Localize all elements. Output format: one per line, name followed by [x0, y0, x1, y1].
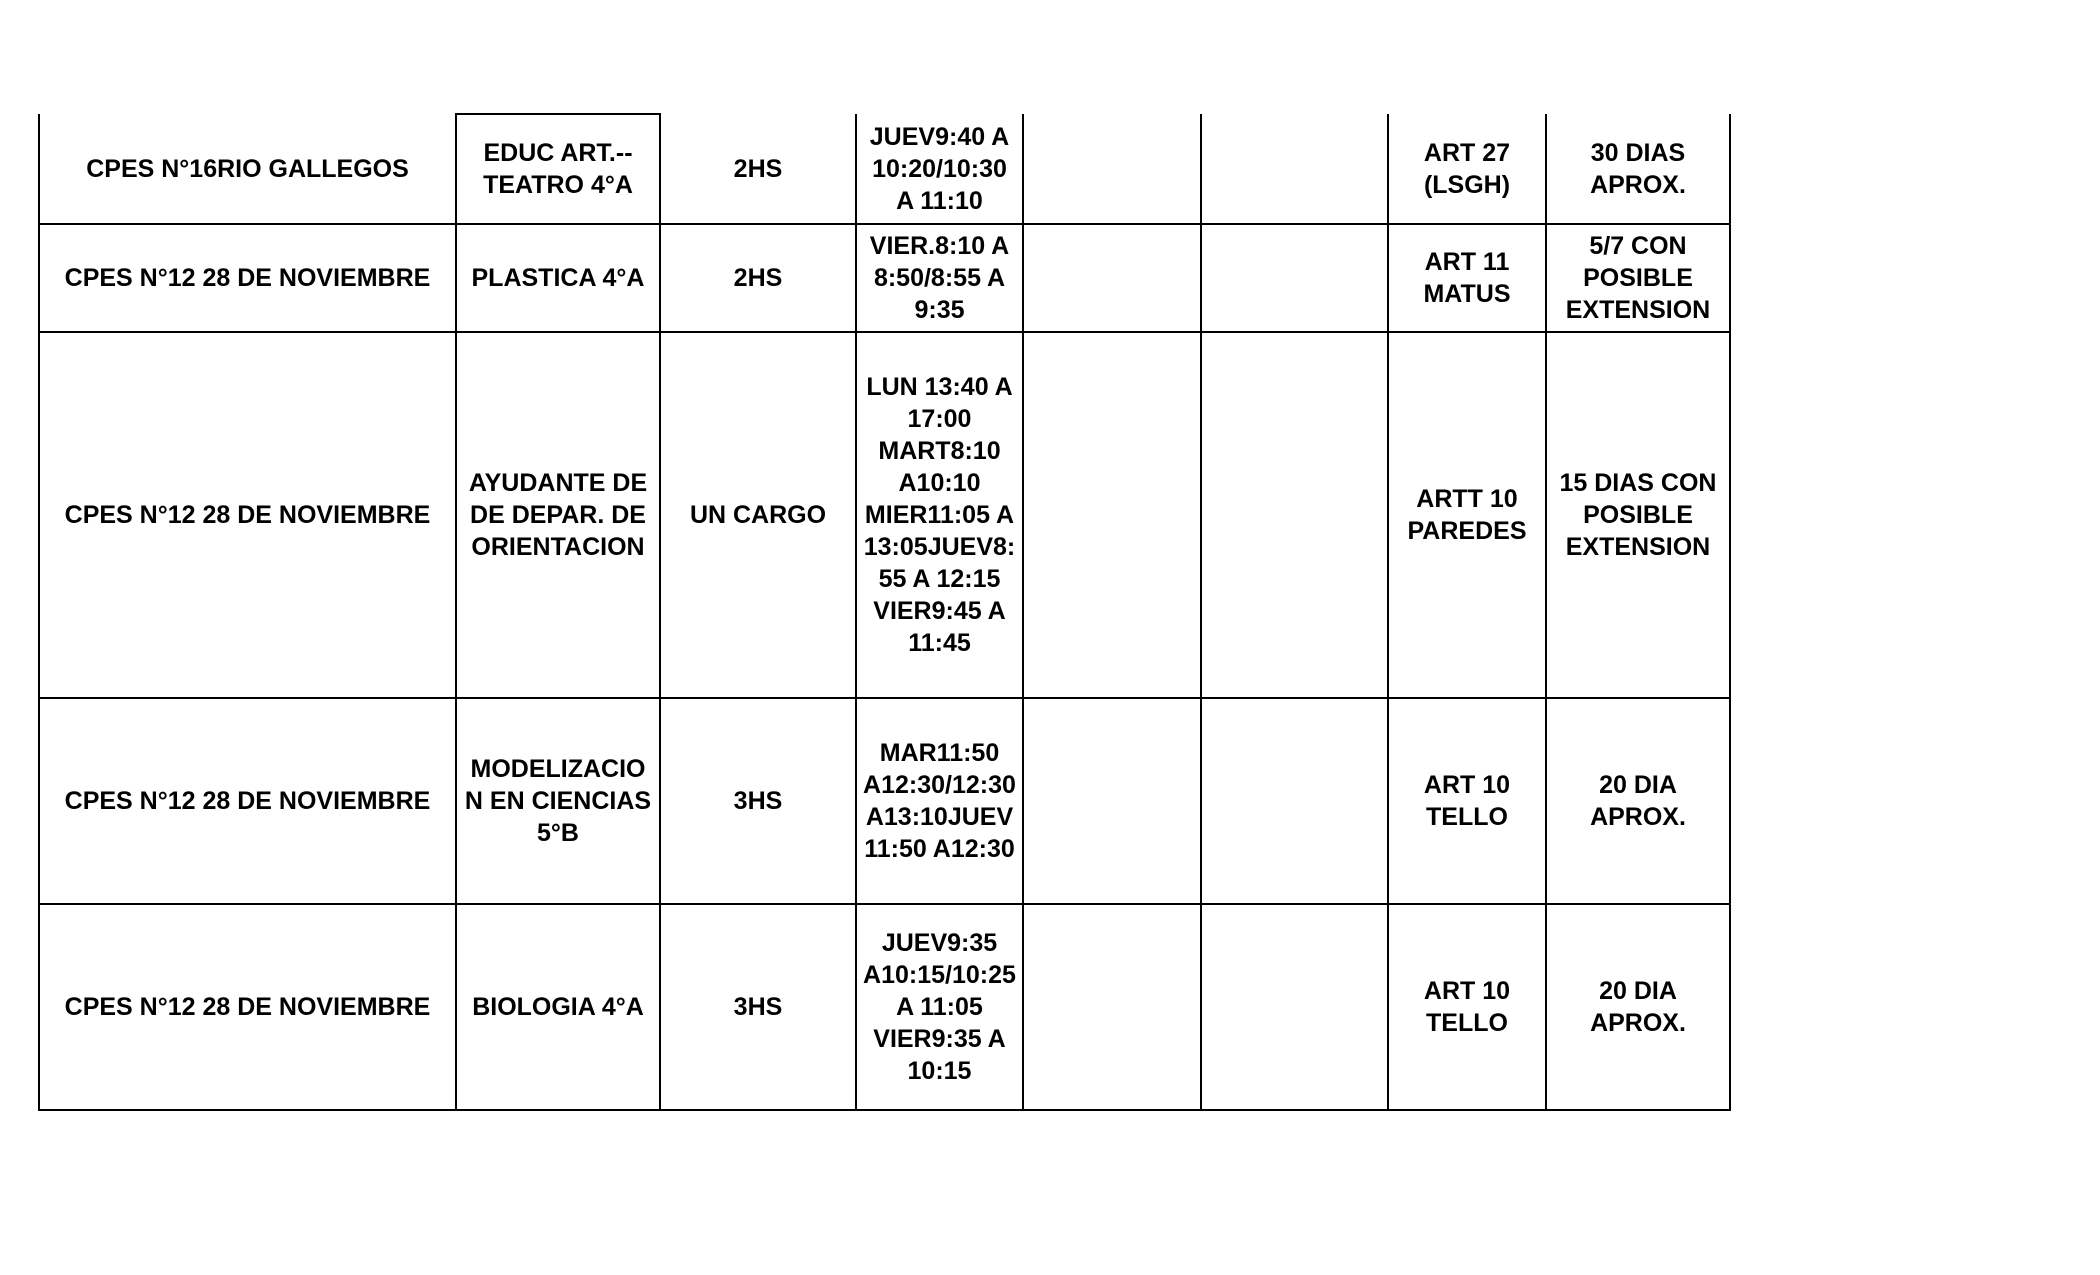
- table-row: [39, 904, 1730, 1110]
- article-cell: ART 27 (LSGH): [1388, 114, 1546, 224]
- subject-cell: PLASTICA 4°A: [456, 224, 660, 332]
- hours-cell: 2HS: [660, 224, 856, 332]
- school-cell: CPES N°16RIO GALLEGOS: [39, 114, 456, 224]
- empty-cell: [1201, 224, 1388, 332]
- schedule-cell: JUEV9:40 A 10:20/10:30 A 11:10: [856, 114, 1023, 224]
- hours-cell: UN CARGO: [660, 332, 856, 698]
- empty-cell: [1023, 698, 1201, 904]
- schedule-cell: MAR11:50 A12:30/12:30 A13:10JUEV 11:50 A12:30: [856, 698, 1023, 904]
- duration-cell: 5/7 CON POSIBLE EXTENSION: [1546, 224, 1730, 332]
- empty-cell: [1201, 904, 1388, 1110]
- article-cell: ARTT 10 PAREDES: [1388, 332, 1546, 698]
- hours-cell: 2HS: [660, 114, 856, 224]
- empty-cell: [1023, 114, 1201, 224]
- subject-cell: AYUDANTE DE DE DEPAR. DE ORIENTACION: [456, 332, 660, 698]
- empty-cell: [1023, 904, 1201, 1110]
- table-row: [39, 698, 1730, 904]
- table-row: [39, 224, 1730, 332]
- hours-cell: 3HS: [660, 904, 856, 1110]
- subject-cell: MODELIZACIO N EN CIENCIAS 5°B: [456, 698, 660, 904]
- table-row: [39, 114, 1730, 224]
- empty-cell: [1023, 224, 1201, 332]
- hours-cell: 3HS: [660, 698, 856, 904]
- duration-cell: 30 DIAS APROX.: [1546, 114, 1730, 224]
- subject-cell: BIOLOGIA 4°A: [456, 904, 660, 1110]
- duration-cell: 20 DIA APROX.: [1546, 698, 1730, 904]
- school-cell: CPES N°12 28 DE NOVIEMBRE: [39, 332, 456, 698]
- empty-cell: [1023, 332, 1201, 698]
- table-row: [39, 332, 1730, 698]
- school-cell: CPES N°12 28 DE NOVIEMBRE: [39, 698, 456, 904]
- empty-cell: [1201, 114, 1388, 224]
- empty-cell: [1201, 698, 1388, 904]
- schedule-cell: VIER.8:10 A 8:50/8:55 A 9:35: [856, 224, 1023, 332]
- subject-cell: EDUC ART.-- TEATRO 4°A: [456, 114, 660, 224]
- school-cell: CPES N°12 28 DE NOVIEMBRE: [39, 224, 456, 332]
- article-cell: ART 10 TELLO: [1388, 904, 1546, 1110]
- empty-cell: [1201, 332, 1388, 698]
- duration-cell: 20 DIA APROX.: [1546, 904, 1730, 1110]
- article-cell: ART 10 TELLO: [1388, 698, 1546, 904]
- schedule-table: [38, 113, 1731, 1111]
- school-cell: CPES N°12 28 DE NOVIEMBRE: [39, 904, 456, 1110]
- schedule-cell: JUEV9:35 A10:15/10:25 A 11:05 VIER9:35 A 10:15: [856, 904, 1023, 1110]
- schedule-cell: LUN 13:40 A 17:00 MART8:10 A10:10 MIER11:05 A 13:05JUEV8: 55 A 12:15 VIER9:45 A 11:45: [856, 332, 1023, 698]
- duration-cell: 15 DIAS CON POSIBLE EXTENSION: [1546, 332, 1730, 698]
- article-cell: ART 11 MATUS: [1388, 224, 1546, 332]
